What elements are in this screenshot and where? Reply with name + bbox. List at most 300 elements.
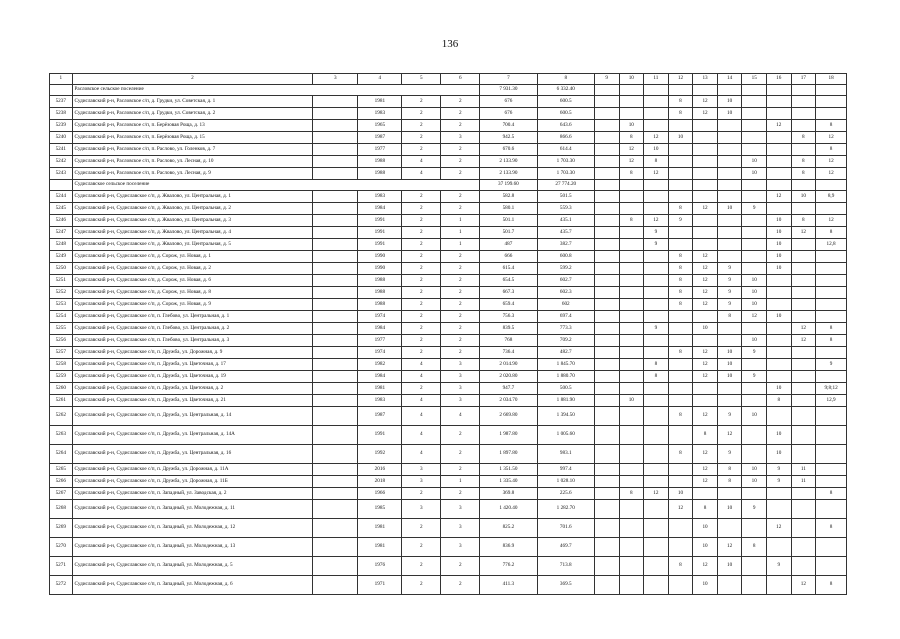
row-number: 5241 xyxy=(50,144,73,156)
table-cell: 2016 xyxy=(358,464,402,476)
table-cell xyxy=(742,191,767,203)
table-cell: 2 xyxy=(441,426,480,445)
table-cell: 1991 xyxy=(358,227,402,239)
address-cell: Судиславский р-н, Судиславское с/п, п. Западный, ул. Заводская, д. 2 xyxy=(72,488,313,500)
table-cell: 2 xyxy=(402,251,441,263)
row-number: 5263 xyxy=(50,426,73,445)
table-cell xyxy=(693,395,718,407)
table-cell: 2 xyxy=(402,557,441,576)
address-cell: Судиславский р-н, Судиславское с/п, п. Дружба, ул. Центральная, д. 14А xyxy=(72,426,313,445)
table-cell: 768 xyxy=(480,335,537,347)
table-cell: 1 xyxy=(441,215,480,227)
address-cell: Судиславский р-н, Судиславское с/п, д. Жвалово, ул. Центральная, д. 4 xyxy=(72,227,313,239)
row-number: 5265 xyxy=(50,464,73,476)
table-cell: 8 xyxy=(791,132,816,144)
table-cell xyxy=(791,108,816,120)
table-cell: 997.4 xyxy=(537,464,594,476)
table-cell: 600.5 xyxy=(537,96,594,108)
table-cell: 9 xyxy=(644,323,669,335)
table-cell xyxy=(594,108,619,120)
table-cell: 947.7 xyxy=(480,383,537,395)
table-cell xyxy=(594,500,619,519)
table-cell xyxy=(816,445,847,464)
table-cell: 1 xyxy=(441,227,480,239)
table-cell xyxy=(791,311,816,323)
table-cell xyxy=(313,263,358,275)
table-cell xyxy=(644,383,669,395)
table-cell xyxy=(717,519,742,538)
table-cell: 1988 xyxy=(358,156,402,168)
address-cell: Судиславский р-н, Судиславское с/п, п. Дружба, ул. Дорожная, д. 11Б xyxy=(72,476,313,488)
table-cell: 12 xyxy=(816,168,847,180)
table-cell: 9 xyxy=(717,275,742,287)
table-cell: 10 xyxy=(766,263,791,275)
table-cell: 225.6 xyxy=(537,488,594,500)
section-cell-empty xyxy=(717,180,742,191)
table-cell xyxy=(313,359,358,371)
table-cell: 3 xyxy=(441,383,480,395)
table-row xyxy=(50,335,847,347)
table-cell xyxy=(594,476,619,488)
table-cell: 8 xyxy=(791,156,816,168)
table-cell: 1983 xyxy=(358,191,402,203)
row-number: 5252 xyxy=(50,287,73,299)
address-cell: Судиславский р-н, Судиславское с/п, п. Дружба, ул. Цветочная, д. 2 xyxy=(72,383,313,395)
table-cell: 1984 xyxy=(358,203,402,215)
address-cell: Судиславский р-н, Судиславское с/п, п. Дружба, ул. Дорожная, д. 9 xyxy=(72,347,313,359)
table-cell: 10 xyxy=(766,227,791,239)
table-cell xyxy=(693,215,718,227)
address-cell: Судиславский р-н, Расловское с/п, п. Берёзовая Роща, д. 13 xyxy=(72,120,313,132)
table-cell: 1 881.90 xyxy=(537,395,594,407)
table-cell: 942.5 xyxy=(480,132,537,144)
table-cell xyxy=(816,500,847,519)
header-cell: 11 xyxy=(644,74,669,85)
table-cell xyxy=(766,108,791,120)
address-cell: Судиславский р-н, Судиславское с/п, п. Западный, ул. Молодежная, д. 6 xyxy=(72,576,313,595)
table-cell: 10 xyxy=(693,538,718,557)
table-cell xyxy=(766,299,791,311)
table-cell: 2 xyxy=(402,203,441,215)
table-cell: 8 xyxy=(668,96,693,108)
table-cell: 1982 xyxy=(358,359,402,371)
table-cell xyxy=(644,500,669,519)
table-cell xyxy=(668,335,693,347)
table-cell xyxy=(644,557,669,576)
table-cell xyxy=(619,323,644,335)
section-cell-empty xyxy=(50,85,73,96)
section-cell-empty xyxy=(693,180,718,191)
table-cell xyxy=(619,383,644,395)
table-cell: 12 xyxy=(791,576,816,595)
table-cell xyxy=(791,407,816,426)
table-cell xyxy=(717,191,742,203)
table-cell xyxy=(766,156,791,168)
table-cell xyxy=(791,445,816,464)
table-cell xyxy=(816,557,847,576)
address-cell: Судиславский р-н, Судиславское с/п, д. Жвалово, ул. Центральная, д. 2 xyxy=(72,203,313,215)
header-cell: 6 xyxy=(441,74,480,85)
table-cell xyxy=(816,275,847,287)
section-total-living: 27 774.20 xyxy=(537,180,594,191)
table-cell xyxy=(668,538,693,557)
table-cell xyxy=(717,168,742,180)
table-cell xyxy=(644,519,669,538)
table-cell: 1966 xyxy=(358,488,402,500)
table-cell: 1 005.60 xyxy=(537,426,594,445)
table-cell xyxy=(717,488,742,500)
table-cell xyxy=(594,156,619,168)
table-cell: 10 xyxy=(742,335,767,347)
table-cell: 2 xyxy=(441,299,480,311)
table-cell: 9 xyxy=(717,445,742,464)
table-cell xyxy=(791,395,816,407)
table-cell xyxy=(313,191,358,203)
address-cell: Судиславский р-н, Расловское с/п, п. Раслово, ул. Голенков, д. 7 xyxy=(72,144,313,156)
table-cell xyxy=(594,227,619,239)
table-cell xyxy=(594,251,619,263)
table-row xyxy=(50,299,847,311)
table-cell: 8 xyxy=(816,576,847,595)
table-cell: 1 335.40 xyxy=(480,476,537,488)
table-cell xyxy=(594,144,619,156)
table-cell: 10 xyxy=(742,275,767,287)
table-cell xyxy=(619,335,644,347)
table-row xyxy=(50,476,847,488)
table-cell xyxy=(717,227,742,239)
table-cell: 2 xyxy=(441,287,480,299)
table-cell: 10 xyxy=(742,299,767,311)
table-cell: 8 xyxy=(668,557,693,576)
table-cell xyxy=(313,227,358,239)
row-number: 5237 xyxy=(50,96,73,108)
table-cell xyxy=(644,395,669,407)
table-cell xyxy=(766,359,791,371)
table-cell xyxy=(313,395,358,407)
table-cell: 12 xyxy=(766,120,791,132)
table-cell: 1988 xyxy=(358,299,402,311)
table-cell: 10 xyxy=(766,215,791,227)
table-cell: 1984 xyxy=(358,323,402,335)
section-cell-empty xyxy=(619,85,644,96)
header-cell: 4 xyxy=(358,74,402,85)
table-cell xyxy=(766,488,791,500)
table-cell: 500.5 xyxy=(537,383,594,395)
section-cell-empty xyxy=(594,180,619,191)
table-cell: 1971 xyxy=(358,576,402,595)
table-cell: 2 xyxy=(441,203,480,215)
row-number: 5238 xyxy=(50,108,73,120)
table-cell xyxy=(619,476,644,488)
table-cell xyxy=(791,519,816,538)
table-cell xyxy=(668,519,693,538)
table-cell xyxy=(594,538,619,557)
section-cell-empty xyxy=(791,180,816,191)
table-cell xyxy=(668,323,693,335)
table-cell xyxy=(791,299,816,311)
header-cell: 7 xyxy=(480,74,537,85)
table-cell xyxy=(644,287,669,299)
table-cell: 8 xyxy=(816,488,847,500)
section-row xyxy=(50,180,847,191)
table-cell: 1 xyxy=(441,476,480,488)
table-cell xyxy=(742,519,767,538)
table-cell xyxy=(742,120,767,132)
table-cell xyxy=(619,519,644,538)
address-cell: Судиславский р-н, Судиславское с/п, п. Дружба, ул. Цветочная, д. 19 xyxy=(72,371,313,383)
table-cell: 2 669.80 xyxy=(480,407,537,426)
table-cell: 12 xyxy=(791,323,816,335)
table-cell: 435.1 xyxy=(537,215,594,227)
table-cell xyxy=(816,476,847,488)
row-number: 5246 xyxy=(50,215,73,227)
table-cell: 8 xyxy=(668,347,693,359)
address-cell: Судиславский р-н, Судиславское с/п, п. Дружба, ул. Центральная, д. 16 xyxy=(72,445,313,464)
table-cell xyxy=(594,347,619,359)
table-cell: 2 034.70 xyxy=(480,395,537,407)
table-cell xyxy=(619,347,644,359)
table-cell: 10 xyxy=(742,407,767,426)
table-cell: 2 xyxy=(402,120,441,132)
table-cell xyxy=(594,96,619,108)
table-cell xyxy=(717,383,742,395)
table-cell xyxy=(816,538,847,557)
table-cell: 12 xyxy=(693,359,718,371)
table-row xyxy=(50,383,847,395)
table-cell xyxy=(717,144,742,156)
table-cell: 2 xyxy=(402,519,441,538)
table-cell: 9 xyxy=(742,500,767,519)
table-cell xyxy=(668,239,693,251)
table-cell: 4 xyxy=(402,168,441,180)
table-cell: 866.6 xyxy=(537,132,594,144)
table-cell: 8 xyxy=(668,263,693,275)
table-cell: 1987 xyxy=(358,132,402,144)
table-row xyxy=(50,500,847,519)
table-cell xyxy=(313,215,358,227)
table-cell xyxy=(594,287,619,299)
table-cell: 12 xyxy=(717,538,742,557)
table-cell xyxy=(791,120,816,132)
table-cell: 2 xyxy=(402,576,441,595)
table-cell: 2 xyxy=(402,287,441,299)
table-cell: 10 xyxy=(742,464,767,476)
table-cell: 12 xyxy=(693,299,718,311)
table-cell: 1983 xyxy=(358,395,402,407)
table-cell: 4 xyxy=(402,395,441,407)
table-cell xyxy=(313,407,358,426)
table-cell xyxy=(742,108,767,120)
table-cell: 2 xyxy=(441,263,480,275)
table-cell: 2 xyxy=(441,464,480,476)
table-cell: 12 xyxy=(693,476,718,488)
table-cell xyxy=(594,215,619,227)
table-cell: 2 xyxy=(402,239,441,251)
table-row xyxy=(50,311,847,323)
table-cell: 8 xyxy=(693,500,718,519)
table-cell: 10 xyxy=(766,239,791,251)
table-cell: 1991 xyxy=(358,426,402,445)
table-row xyxy=(50,445,847,464)
table-cell xyxy=(619,371,644,383)
table-cell: 10 xyxy=(766,426,791,445)
table-cell xyxy=(594,576,619,595)
table-cell xyxy=(313,335,358,347)
table-cell: 1981 xyxy=(358,383,402,395)
header-cell: 15 xyxy=(742,74,767,85)
table-cell xyxy=(816,299,847,311)
table-cell: 9 xyxy=(717,407,742,426)
table-cell: 12 xyxy=(693,96,718,108)
section-cell-empty xyxy=(668,85,693,96)
table-cell: 8 xyxy=(766,395,791,407)
table-cell xyxy=(766,500,791,519)
table-cell xyxy=(644,426,669,445)
table-cell: 2 xyxy=(402,227,441,239)
table-cell xyxy=(766,335,791,347)
table-cell: 2018 xyxy=(358,476,402,488)
table-row xyxy=(50,120,847,132)
section-cell-empty xyxy=(50,180,73,191)
table-cell: 10 xyxy=(742,156,767,168)
table-cell: 482.7 xyxy=(537,347,594,359)
table-cell xyxy=(742,359,767,371)
row-number: 5256 xyxy=(50,335,73,347)
table-cell xyxy=(668,191,693,203)
table-cell: 9 xyxy=(742,371,767,383)
table-cell: 2 xyxy=(441,445,480,464)
table-cell xyxy=(693,488,718,500)
table-cell xyxy=(693,132,718,144)
table-cell xyxy=(717,132,742,144)
table-cell xyxy=(619,538,644,557)
table-cell: 9 xyxy=(766,557,791,576)
table-cell: 12 xyxy=(644,215,669,227)
table-cell: 2 xyxy=(441,156,480,168)
table-cell: 599.2 xyxy=(537,263,594,275)
table-cell: 8 xyxy=(668,287,693,299)
table-cell: 10 xyxy=(766,251,791,263)
table-cell xyxy=(313,445,358,464)
table-cell: 8 xyxy=(791,215,816,227)
table-cell: 8 xyxy=(816,323,847,335)
table-cell: 8 xyxy=(619,168,644,180)
table-cell: 12,9 xyxy=(816,395,847,407)
table-cell: 2 xyxy=(402,323,441,335)
table-cell xyxy=(619,263,644,275)
table-cell xyxy=(313,132,358,144)
table-cell xyxy=(644,299,669,311)
table-cell xyxy=(668,576,693,595)
table-cell xyxy=(644,96,669,108)
table-cell: 670.6 xyxy=(480,144,537,156)
table-cell xyxy=(816,311,847,323)
table-cell: 1 394.50 xyxy=(537,407,594,426)
table-cell xyxy=(594,426,619,445)
table-cell: 12,8 xyxy=(816,239,847,251)
row-number: 5272 xyxy=(50,576,73,595)
address-cell: Судиславский р-н, Расловское с/п, п. Раслово, ул. Лесная, д. 9 xyxy=(72,168,313,180)
table-row xyxy=(50,557,847,576)
table-cell xyxy=(313,476,358,488)
table-row xyxy=(50,108,847,120)
table-cell: 580.1 xyxy=(480,203,537,215)
table-row xyxy=(50,371,847,383)
section-cell-empty xyxy=(742,85,767,96)
table-cell xyxy=(619,299,644,311)
table-cell: 1984 xyxy=(358,371,402,383)
table-cell: 773.3 xyxy=(537,323,594,335)
table-cell xyxy=(313,371,358,383)
table-cell xyxy=(644,275,669,287)
row-number: 5253 xyxy=(50,299,73,311)
table-body xyxy=(50,74,847,595)
table-cell xyxy=(594,557,619,576)
table-cell: 501.7 xyxy=(480,227,537,239)
table-cell xyxy=(594,488,619,500)
table-cell: 697.4 xyxy=(537,311,594,323)
table-cell: 10 xyxy=(693,576,718,595)
table-cell: 12 xyxy=(644,168,669,180)
table-cell: 602.7 xyxy=(537,275,594,287)
table-cell: 1988 xyxy=(358,287,402,299)
table-cell: 8 xyxy=(619,132,644,144)
row-number: 5267 xyxy=(50,488,73,500)
table-cell: 10 xyxy=(644,144,669,156)
table-cell: 4 xyxy=(402,156,441,168)
table-cell: 12 xyxy=(693,557,718,576)
table-cell xyxy=(717,239,742,251)
table-cell: 1 282.70 xyxy=(537,500,594,519)
table-cell: 10 xyxy=(668,488,693,500)
table-cell: 10 xyxy=(619,395,644,407)
section-total-area: 37 199.60 xyxy=(480,180,537,191)
table-cell xyxy=(313,239,358,251)
table-cell xyxy=(668,156,693,168)
section-cell-empty xyxy=(644,180,669,191)
table-cell: 2 020.80 xyxy=(480,371,537,383)
section-cell-empty xyxy=(594,85,619,96)
table-cell: 1 845.70 xyxy=(537,359,594,371)
table-cell xyxy=(313,120,358,132)
table-cell: 2 xyxy=(441,576,480,595)
table-cell xyxy=(717,395,742,407)
table-cell: 10 xyxy=(717,359,742,371)
table-cell xyxy=(644,191,669,203)
table-cell xyxy=(766,168,791,180)
table-cell: 3 xyxy=(402,464,441,476)
row-number: 5260 xyxy=(50,383,73,395)
table-cell xyxy=(644,263,669,275)
table-cell xyxy=(619,275,644,287)
table-row xyxy=(50,407,847,426)
table-cell: 12 xyxy=(766,519,791,538)
table-cell: 8 xyxy=(742,538,767,557)
table-cell xyxy=(313,156,358,168)
section-name: Судиславское сельское поселение xyxy=(72,180,480,191)
table-cell: 12 xyxy=(668,500,693,519)
table-cell: 8 xyxy=(668,203,693,215)
table-cell: 8 xyxy=(717,311,742,323)
table-cell: 10 xyxy=(717,371,742,383)
table-cell: 600.5 xyxy=(537,108,594,120)
table-cell: 2 xyxy=(402,215,441,227)
table-cell xyxy=(766,538,791,557)
table-cell: 12 xyxy=(693,275,718,287)
table-cell: 676 xyxy=(480,96,537,108)
table-cell xyxy=(619,576,644,595)
table-cell xyxy=(742,251,767,263)
